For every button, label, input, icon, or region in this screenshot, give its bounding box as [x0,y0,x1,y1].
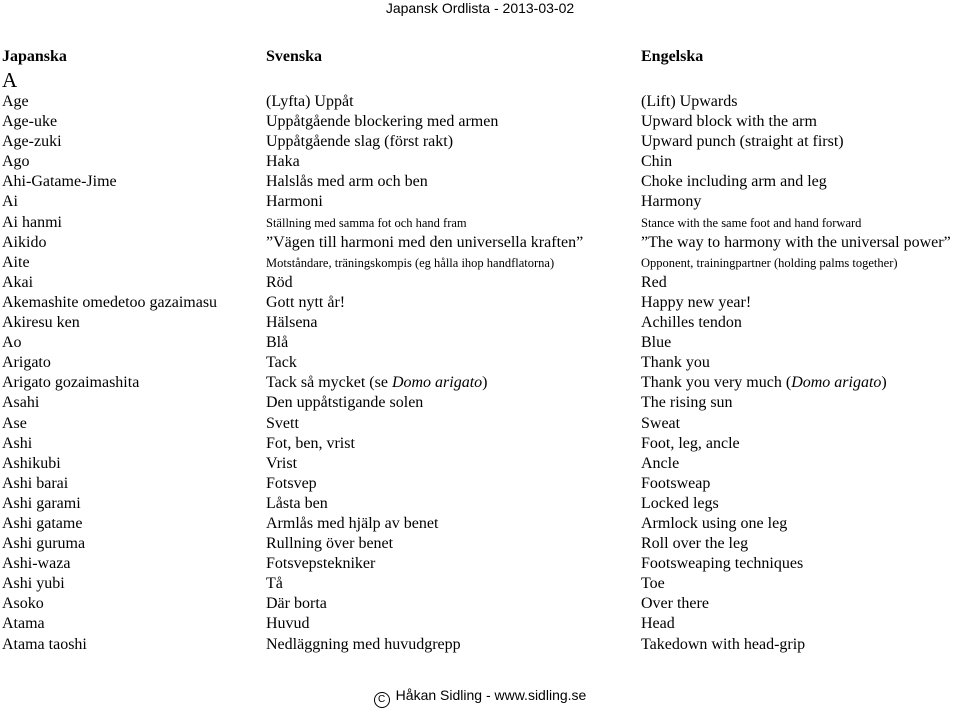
glossary-row [0,514,960,534]
glossary-row [0,534,960,554]
glossary-row [0,293,960,313]
glossary-row [0,434,960,454]
term-japanese: Akemashite omedetoo gazaimasu [2,293,218,311]
term-japanese: Age-uke [2,113,58,131]
glossary-row [0,373,960,393]
term-english: Red [641,273,667,291]
term-english: Choke including arm and leg [641,173,827,191]
term-swedish: Uppåtgående blockering med armen [266,113,499,131]
glossary-row [0,554,960,574]
term-english: Happy new year! [641,293,752,311]
glossary-row [0,112,960,132]
term-japanese: Ashi-waza [2,555,71,573]
term-swedish: Huvud [266,615,310,633]
term-swedish: Fotsvepstekniker [266,555,376,573]
term-swedish: Den uppåtstigande solen [266,394,424,412]
term-japanese: Ashi yubi [2,575,65,593]
term-english: The rising sun [641,394,733,412]
glossary-row [0,474,960,494]
glossary-row [0,213,960,233]
glossary-row [0,614,960,634]
term-swedish: Fotsvep [266,474,317,492]
glossary-row [0,273,960,293]
column-header-row [0,46,960,68]
glossary-row [0,454,960,474]
term-english: Armlock using one leg [641,514,788,532]
term-japanese: Ao [2,334,22,352]
term-english: Locked legs [641,494,719,512]
term-english: Chin [641,153,673,171]
term-swedish: ”Vägen till harmoni med den universella kraften” [266,233,584,251]
term-english: Roll over the leg [641,535,749,553]
column-header-japanese: Japanska [2,48,67,65]
term-english: Over there [641,595,709,613]
term-english: Ancle [641,454,680,472]
term-swedish: Blå [266,334,289,352]
term-swedish: Haka [266,153,300,171]
term-japanese: Ago [2,153,30,171]
term-japanese: Aite [2,253,30,271]
term-english: Stance with the same foot and hand forward [641,215,862,230]
term-swedish: Tack [266,354,297,372]
term-japanese: Age [2,93,29,110]
column-header-english: Engelska [641,48,704,65]
term-japanese: Age-zuki [2,133,62,151]
term-swedish: Fot, ben, vrist [266,434,355,452]
term-english: Sweat [641,414,681,432]
term-swedish: Motståndare, träningskompis (eg hålla ihop handflatorna) [266,255,555,270]
term-english: Head [641,615,675,633]
term-swedish: Harmoni [266,193,323,211]
glossary-list [0,92,960,655]
term-japanese: Ai hanmi [2,213,62,231]
glossary-row [0,92,960,112]
glossary-row [0,635,960,655]
term-english: Blue [641,334,672,352]
term-japanese: Ashi garami [2,494,81,512]
copyright-icon: C [374,692,390,708]
glossary-row [0,253,960,273]
term-swedish: Låsta ben [266,494,328,512]
term-english: Harmony [641,193,702,211]
term-english: ”The way to harmony with the universal power” [641,233,951,251]
term-swedish: Vrist [266,454,298,472]
term-swedish: Tack så mycket (se Domo arigato) [266,374,488,392]
term-swedish: Där borta [266,595,327,613]
term-swedish: Tå [266,575,283,593]
glossary-row [0,132,960,152]
glossary-row [0,414,960,434]
term-japanese: Ashi [2,434,33,452]
term-english: Footsweaping techniques [641,555,804,573]
term-english: Footsweap [641,474,711,492]
glossary-row [0,233,960,253]
term-english: Takedown with head-grip [641,635,806,653]
term-english: Upward punch (straight at first) [641,133,844,151]
term-japanese: Akiresu ken [2,314,80,332]
term-japanese: Asoko [2,595,44,613]
term-swedish: Rullning över benet [266,535,394,553]
term-english: Opponent, trainingpartner (holding palms together) [641,255,898,270]
term-swedish: Uppåtgående slag (först rakt) [266,133,454,151]
glossary-row [0,594,960,614]
glossary-row [0,152,960,172]
term-japanese: Ashi barai [2,474,69,492]
term-japanese: Atama [2,615,45,633]
term-english: Thank you [641,354,710,372]
footer-text: Håkan Sidling - www.sidling.se [395,687,587,703]
term-swedish: Armlås med hjälp av benet [266,514,439,532]
term-japanese: Ashi guruma [2,535,86,553]
term-swedish: Halslås med arm och ben [266,173,428,191]
term-english: Toe [641,575,665,593]
term-japanese: Arigato [2,354,51,372]
term-japanese: Asahi [2,394,40,412]
term-japanese: Arigato gozaimashita [2,374,140,392]
term-japanese: Ai [2,193,18,211]
term-english: Achilles tendon [641,314,742,332]
term-swedish: Svett [266,414,299,432]
glossary-row [0,333,960,353]
term-japanese: Ahi-Gatame-Jime [2,173,117,191]
term-swedish: Hälsena [266,314,318,332]
term-japanese: Ashi gatame [2,514,83,532]
glossary-row [0,393,960,413]
glossary-row [0,313,960,333]
term-english: Upward block with the arm [641,113,817,131]
term-swedish: (Lyfta) Uppåt [266,93,354,110]
term-swedish: Röd [266,273,293,291]
term-japanese: Akai [2,273,34,291]
glossary-row [0,494,960,514]
term-english: Thank you very much (Domo arigato) [641,374,887,392]
glossary-row [0,574,960,594]
glossary-row [0,172,960,192]
term-english: Foot, leg, ancle [641,434,740,452]
column-header-swedish: Svenska [266,48,323,65]
term-japanese: Ashikubi [2,454,61,472]
term-japanese: Atama taoshi [2,635,87,653]
glossary-row [0,192,960,212]
term-swedish: Ställning med samma fot och hand fram [266,215,467,230]
glossary-row [0,353,960,373]
term-english: (Lift) Upwards [641,93,738,110]
term-japanese: Ase [2,414,27,432]
page-header: Japansk Ordlista - 2013-03-02 [385,0,575,16]
term-swedish: Gott nytt år! [266,293,346,311]
term-swedish: Nedläggning med huvudgrepp [266,635,461,653]
term-japanese: Aikido [2,233,47,251]
section-letter: A [2,68,18,92]
